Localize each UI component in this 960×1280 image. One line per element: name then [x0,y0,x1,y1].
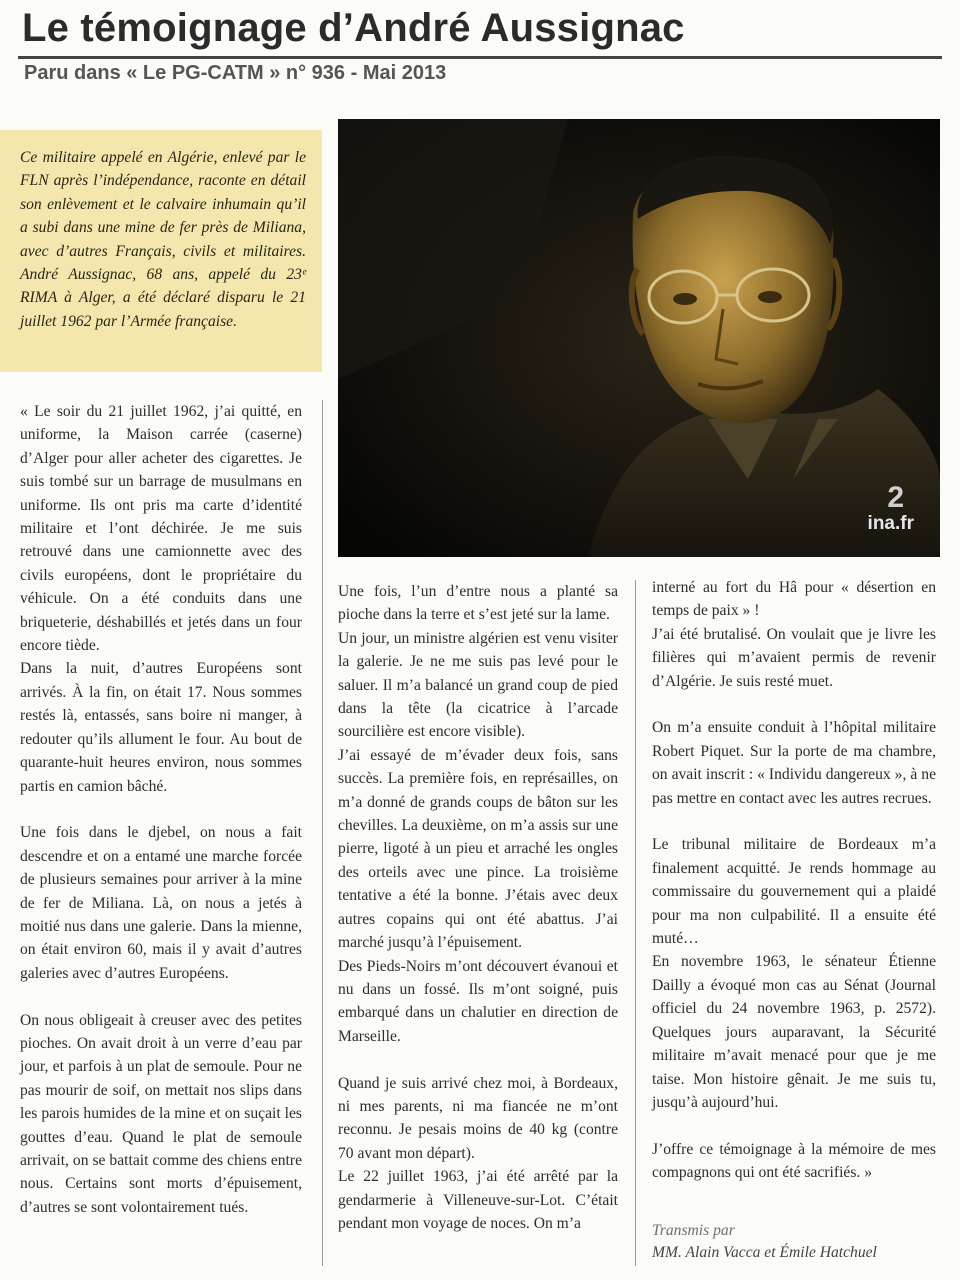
ina-watermark: ina.fr [867,513,914,534]
portrait-image [338,119,940,557]
paragraph: Le 22 juillet 1963, j’ai été arrêté par la gendarmerie à Villeneuve-sur-Lot. C’était pendant mon voyage de noces. On m’a [338,1168,618,1232]
credit-block [652,1220,942,1264]
paragraph: Des Pieds-Noirs m’ont découvert évanoui et nu dans un fossé. Ils m’ont soigné, puis embarqué dans un chalutier en direction de Marseille. [338,957,618,1045]
paragraph: Une fois dans le djebel, on nous a fait descendre et on a entamé une marche forcée de plusieurs semaines pour arriver à la mine de fer de Miliana. Là, on nous a jetés à moitié nus dans une galerie. Dans la mienne, on était environ 60, mais il y avait d’autres galeries avec d’autres Européens. [20,824,302,982]
article-title: Le témoignage d’André Aussignac [22,6,685,50]
paragraph: On nous obligeait à creuser avec des petites pioches. On avait droit à un verre d’eau par jour, et parfois à un plat de semoule. Pour ne pas mourir de soif, on mettait nos slips dans les parois humides de la mine et on suçait les gouttes d’eau. Quand le plat de semoule arrivait, on se battait comme des chiens entre nous. Certains sont morts d’épuisement, d’autres se sont volontairement tués. [20,1011,302,1216]
credit-label: Transmis par [652,1222,735,1239]
column-divider [635,580,636,1266]
publication-line: Paru dans « Le PG-CATM » n° 936 - Mai 2013 [24,62,447,84]
paragraph: On m’a ensuite conduit à l’hôpital militaire Robert Piquet. Sur la porte de ma chambre, on avait inscrit : « Individu dangereux », à ne pas mettre en contact avec les autres recrues. [652,719,936,807]
column-divider [322,400,323,1266]
paragraph: J’ai essayé de m’évader deux fois, sans succès. La première fois, en représailles, on m’a donné de grands coups de bâton sur les chevilles. La deuxième, on m’a assis sur une pierre, ligoté à un pieu et arraché les ongles des orteils avec une pince. La troisième tentative a été la bonne. J’étais avec deux autres copains qui ont été abattus. J’ai marché jusqu’à l’épuisement. [338,746,618,952]
paragraph: Dans la nuit, d’autres Européens sont arrivés. À la fin, on était 17. Nous sommes restés là, entassés, sans boire ni manger, à redouter qu’ils allument le four. Au bout de quarante-huit heures environ, nous sommes partis en camion bâché. [20,660,302,795]
paragraph: Une fois, l’un d’entre nous a planté sa pioche dans la terre et s’est jeté sur la lame. [338,583,618,624]
portrait-photo [338,119,940,557]
paragraph: Quand je suis arrivé chez moi, à Bordeaux, ni mes parents, ni ma fiancée ne m’ont reconnu. Je pesais moins de 40 kg (contre 70 avant mon départ). [338,1074,618,1162]
paragraph: « Le soir du 21 juillet 1962, j’ai quitté, en uniforme, la Maison carrée (caserne) d’Alger pour aller acheter des cigarettes. Je suis tombé sur un barrage de musulmans en uniforme. Ils ont pris ma carte d’identité militaire et l’ont déchirée. Je me suis retrouvé dans une camionnette avec des civils européens, dont le propriétaire du véhicule. On a été conduits dans une briqueterie, déshabillés et jetés dans un four encore tiède. [20,403,302,655]
intro-text: Ce militaire appelé en Algérie, enlevé par le FLN après l’indépendance, raconte en détail son enlèvement et le calvaire inhumain qu’il a subi dans une mine de fer près de Miliana, avec d’autres Français, civils et militaires. André Aussignac, 68 ans, appelé du 23ᵉ RIMA à Alger, a été déclaré disparu le 21 juillet 1962 par l’Armée française. [20,149,306,330]
credit-names: MM. Alain Vacca et Émile Hatchuel [652,1244,877,1261]
text-column-1 [20,400,302,1219]
paragraph: Un jour, un ministre algérien est venu visiter la galerie. Je ne me suis pas levé pour le saluer. Il m’a balancé un grand coup de pied dans la tête (la cicatrice à l’arcade sourcilière est encore visible). [338,629,618,741]
title-rule [18,56,942,59]
paragraph: J’offre ce témoignage à la mémoire de mes compagnons qui ont été sacrifiés. » [652,1140,936,1182]
paragraph: Le tribunal militaire de Bordeaux m’a finalement acquitté. Je rends hommage au commissaire du gouvernement qui a plaidé pour ma non culpabilité. Il a ensuite été muté… [652,836,936,948]
channel-logo: 2 [887,481,904,514]
text-column-3 [652,576,936,1185]
paragraph: interné au fort du Hâ pour « désertion en temps de paix » ! [652,579,936,620]
text-column-2 [338,580,618,1235]
intro-box [0,130,322,372]
paragraph: J’ai été brutalisé. On voulait que je livre les filières qui m’avaient permis de revenir d’Algérie. Je suis resté muet. [652,625,936,690]
paragraph: En novembre 1963, le sénateur Étienne Dailly a évoqué mon cas au Sénat (Journal officiel du 24 novembre 1963, p. 2572). Quelques jours auparavant, la Sécurité militaire m’avait menacé pour que je me taise. Mon histoire gênait. Je me suis tu, jusqu’à aujourd’hui. [652,953,936,1111]
